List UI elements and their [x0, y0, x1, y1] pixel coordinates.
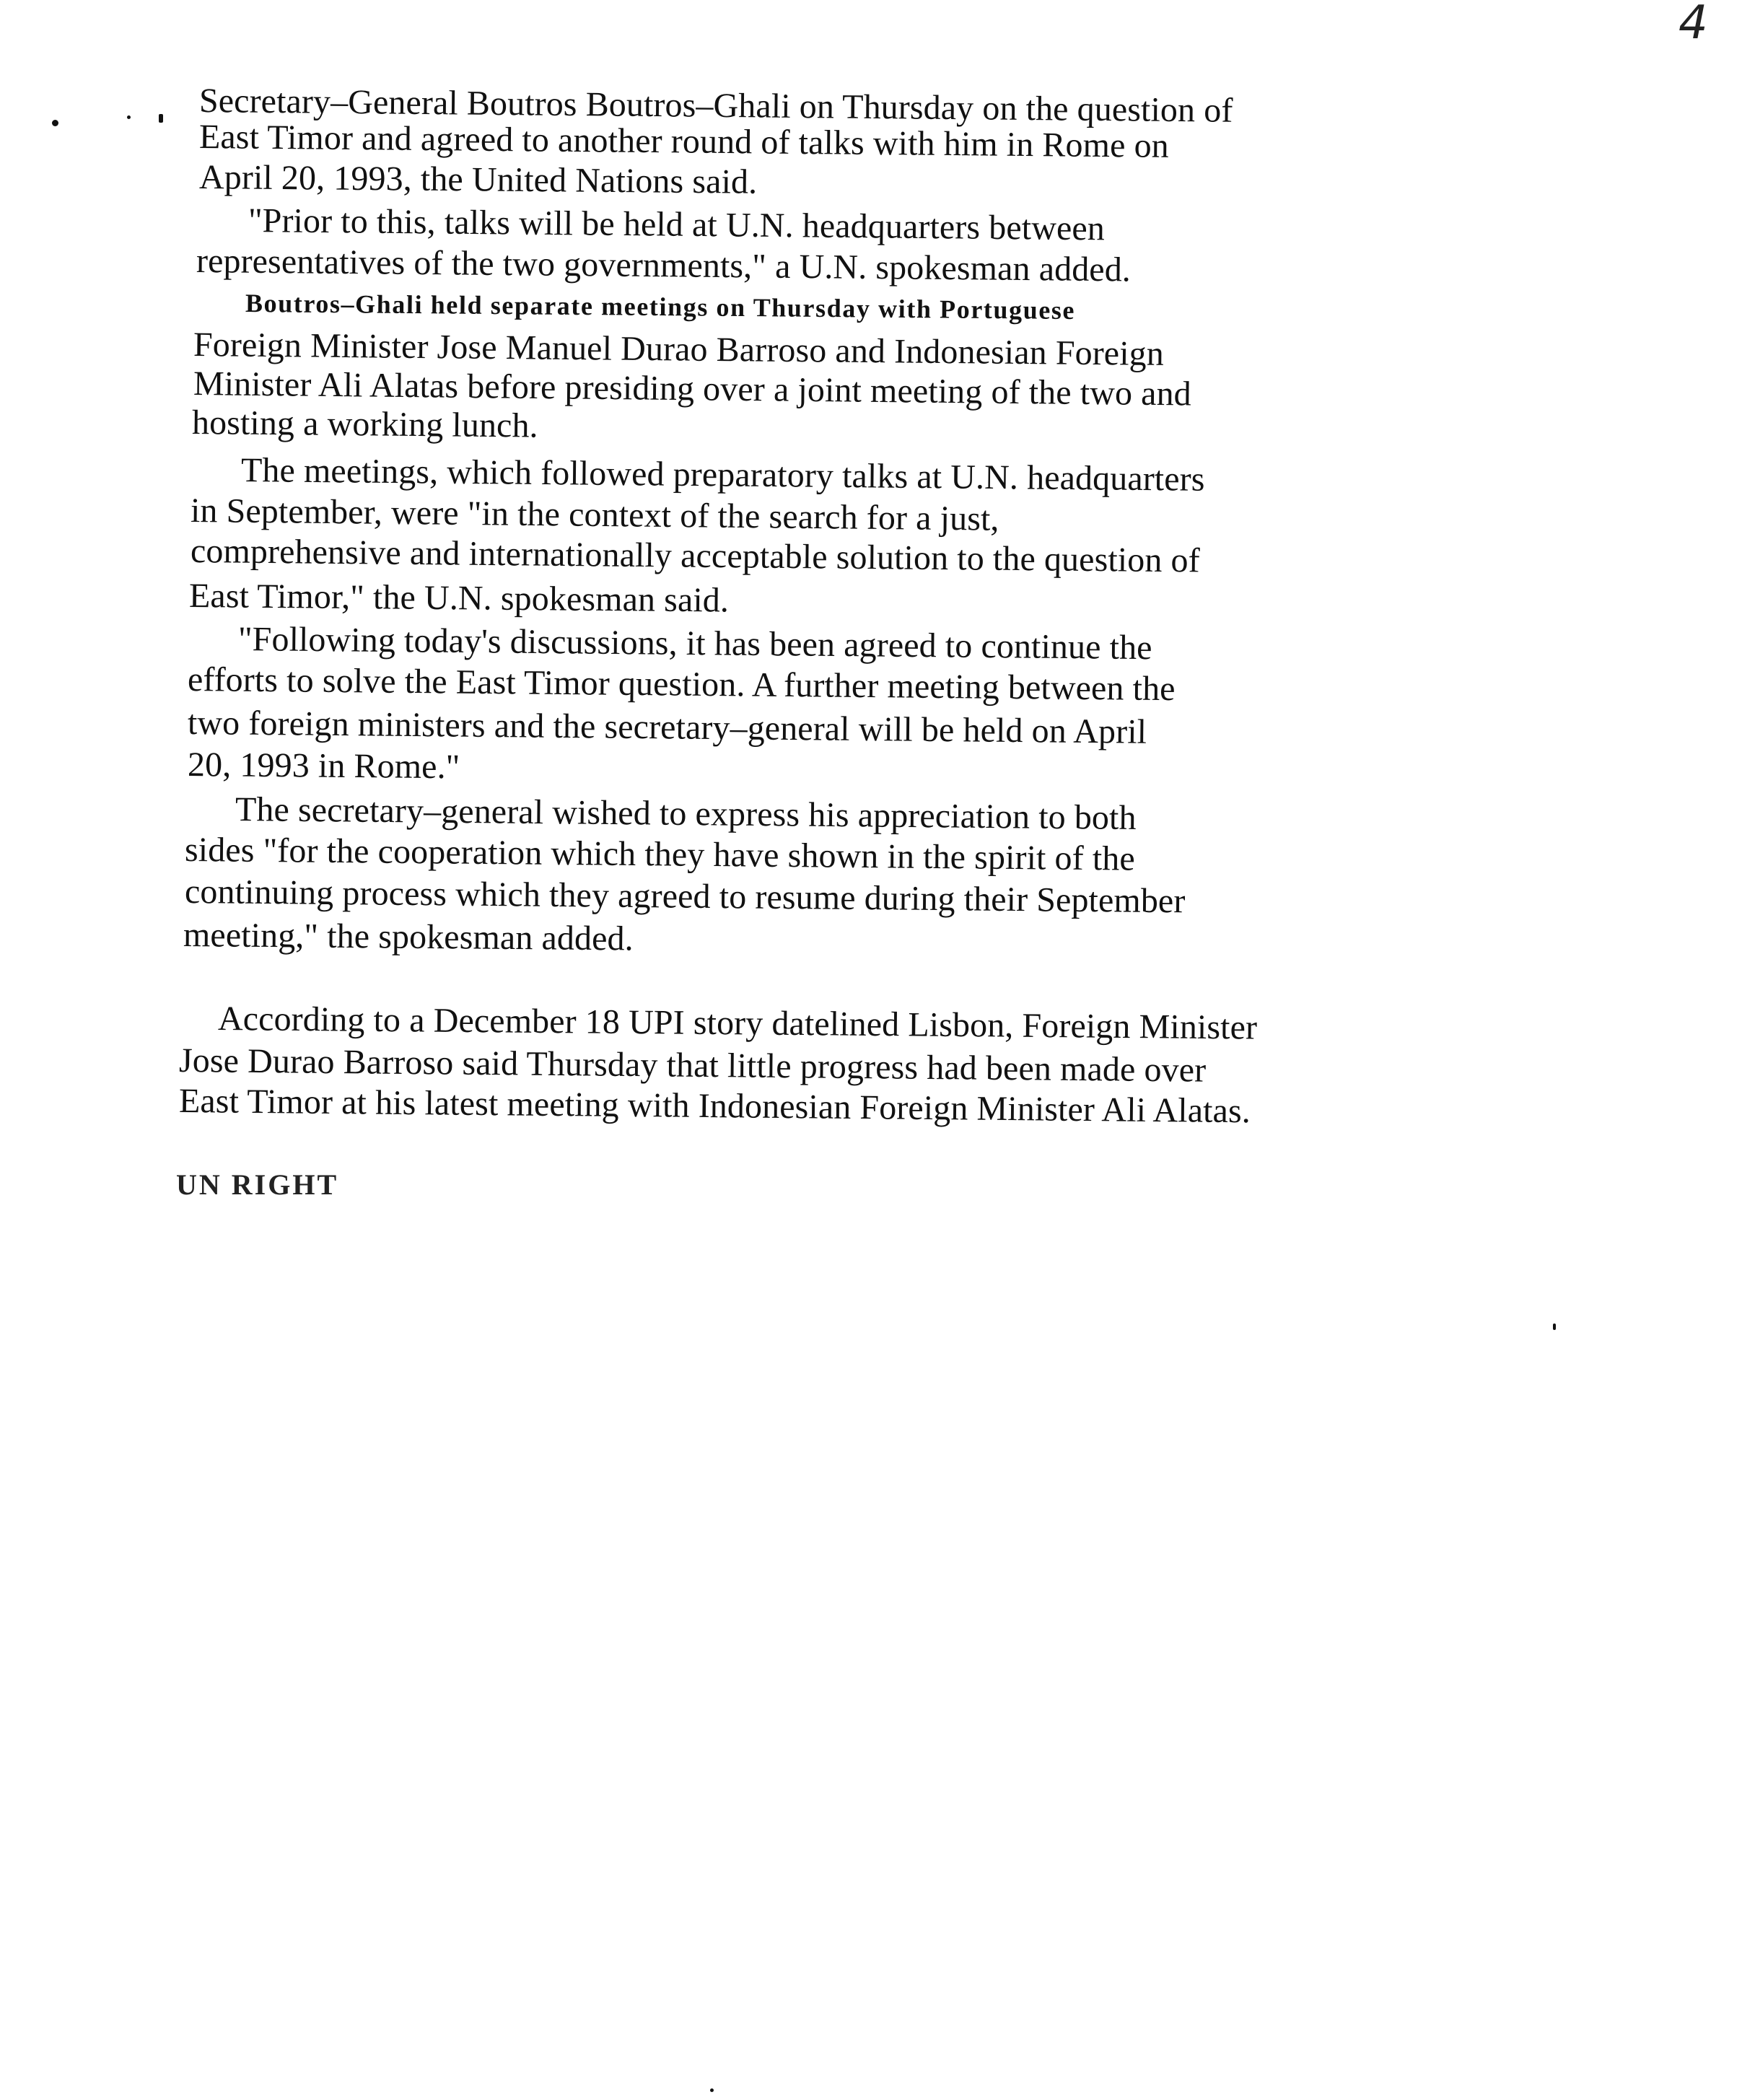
- paragraph-6-line-1: The secretary–general wished to express his appreciation to both: [235, 790, 1137, 837]
- paragraph-6-line-4: meeting," the spokesman added.: [183, 916, 634, 958]
- scan-speck: [127, 115, 131, 119]
- paragraph-1-line-3: April 20, 1993, the United Nations said.: [198, 158, 758, 201]
- paragraph-6-line-2: sides "for the cooperation which they have shown in the spirit of the: [184, 831, 1136, 878]
- paragraph-3-line-1: Boutros–Ghali held separate meetings on Thursday with Portuguese: [245, 289, 1076, 325]
- paragraph-4-line-4: East Timor," the U.N. spokesman said.: [188, 577, 730, 620]
- page-number: 4: [1679, 0, 1708, 50]
- paragraph-7-line-2: Jose Durao Barroso said Thursday that little progress had been made over: [178, 1041, 1207, 1090]
- paragraph-1-line-2: East Timor and agreed to another round of talks with him in Rome on: [198, 118, 1170, 165]
- paragraph-5-line-3: two foreign ministers and the secretary–general will be held on April: [187, 704, 1147, 751]
- paragraph-5-line-1: "Following today's discussions, it has been agreed to continue the: [237, 620, 1152, 668]
- paragraph-2-line-1: "Prior to this, talks will be held at U.N. headquarters between: [248, 201, 1106, 248]
- paragraph-7-line-1: According to a December 18 UPI story datelined Lisbon, Foreign Minister: [217, 999, 1258, 1047]
- paragraph-4-line-3: comprehensive and internationally acceptable solution to the question of: [190, 532, 1200, 580]
- paragraph-3-line-3: Minister Ali Alatas before presiding over a joint meeting of the two and: [193, 364, 1192, 414]
- paragraph-3-line-2: Foreign Minister Jose Manuel Durao Barroso and Indonesian Foreign: [193, 325, 1165, 373]
- scan-speck: [1553, 1324, 1556, 1330]
- paragraph-5-line-2: efforts to solve the East Timor question. A further meeting between the: [187, 660, 1176, 709]
- paragraph-7-line-3: East Timor at his latest meeting with Indonesian Foreign Minister Ali Alatas.: [178, 1082, 1251, 1131]
- paragraph-5-line-4: 20, 1993 in Rome.": [187, 745, 460, 787]
- paragraph-6-line-3: continuing process which they agreed to resume during their September: [184, 872, 1186, 921]
- paragraph-4-line-2: in September, were "in the context of the search for a just,: [190, 491, 999, 538]
- scan-speck: [710, 2088, 714, 2092]
- paragraph-3-line-4: hosting a working lunch.: [191, 403, 538, 445]
- paragraph-2-line-2: representatives of the two governments," a U.N. spokesman added.: [196, 242, 1132, 289]
- scan-speck: [159, 114, 163, 123]
- cut-off-text-line: UN RIGHT: [176, 1168, 339, 1201]
- scan-speck: [52, 120, 58, 126]
- paragraph-4-line-1: The meetings, which followed preparatory talks at U.N. headquarters: [240, 451, 1205, 499]
- paragraph-1-line-1: Secretary–General Boutros Boutros–Ghali on Thursday on the question of: [198, 82, 1233, 130]
